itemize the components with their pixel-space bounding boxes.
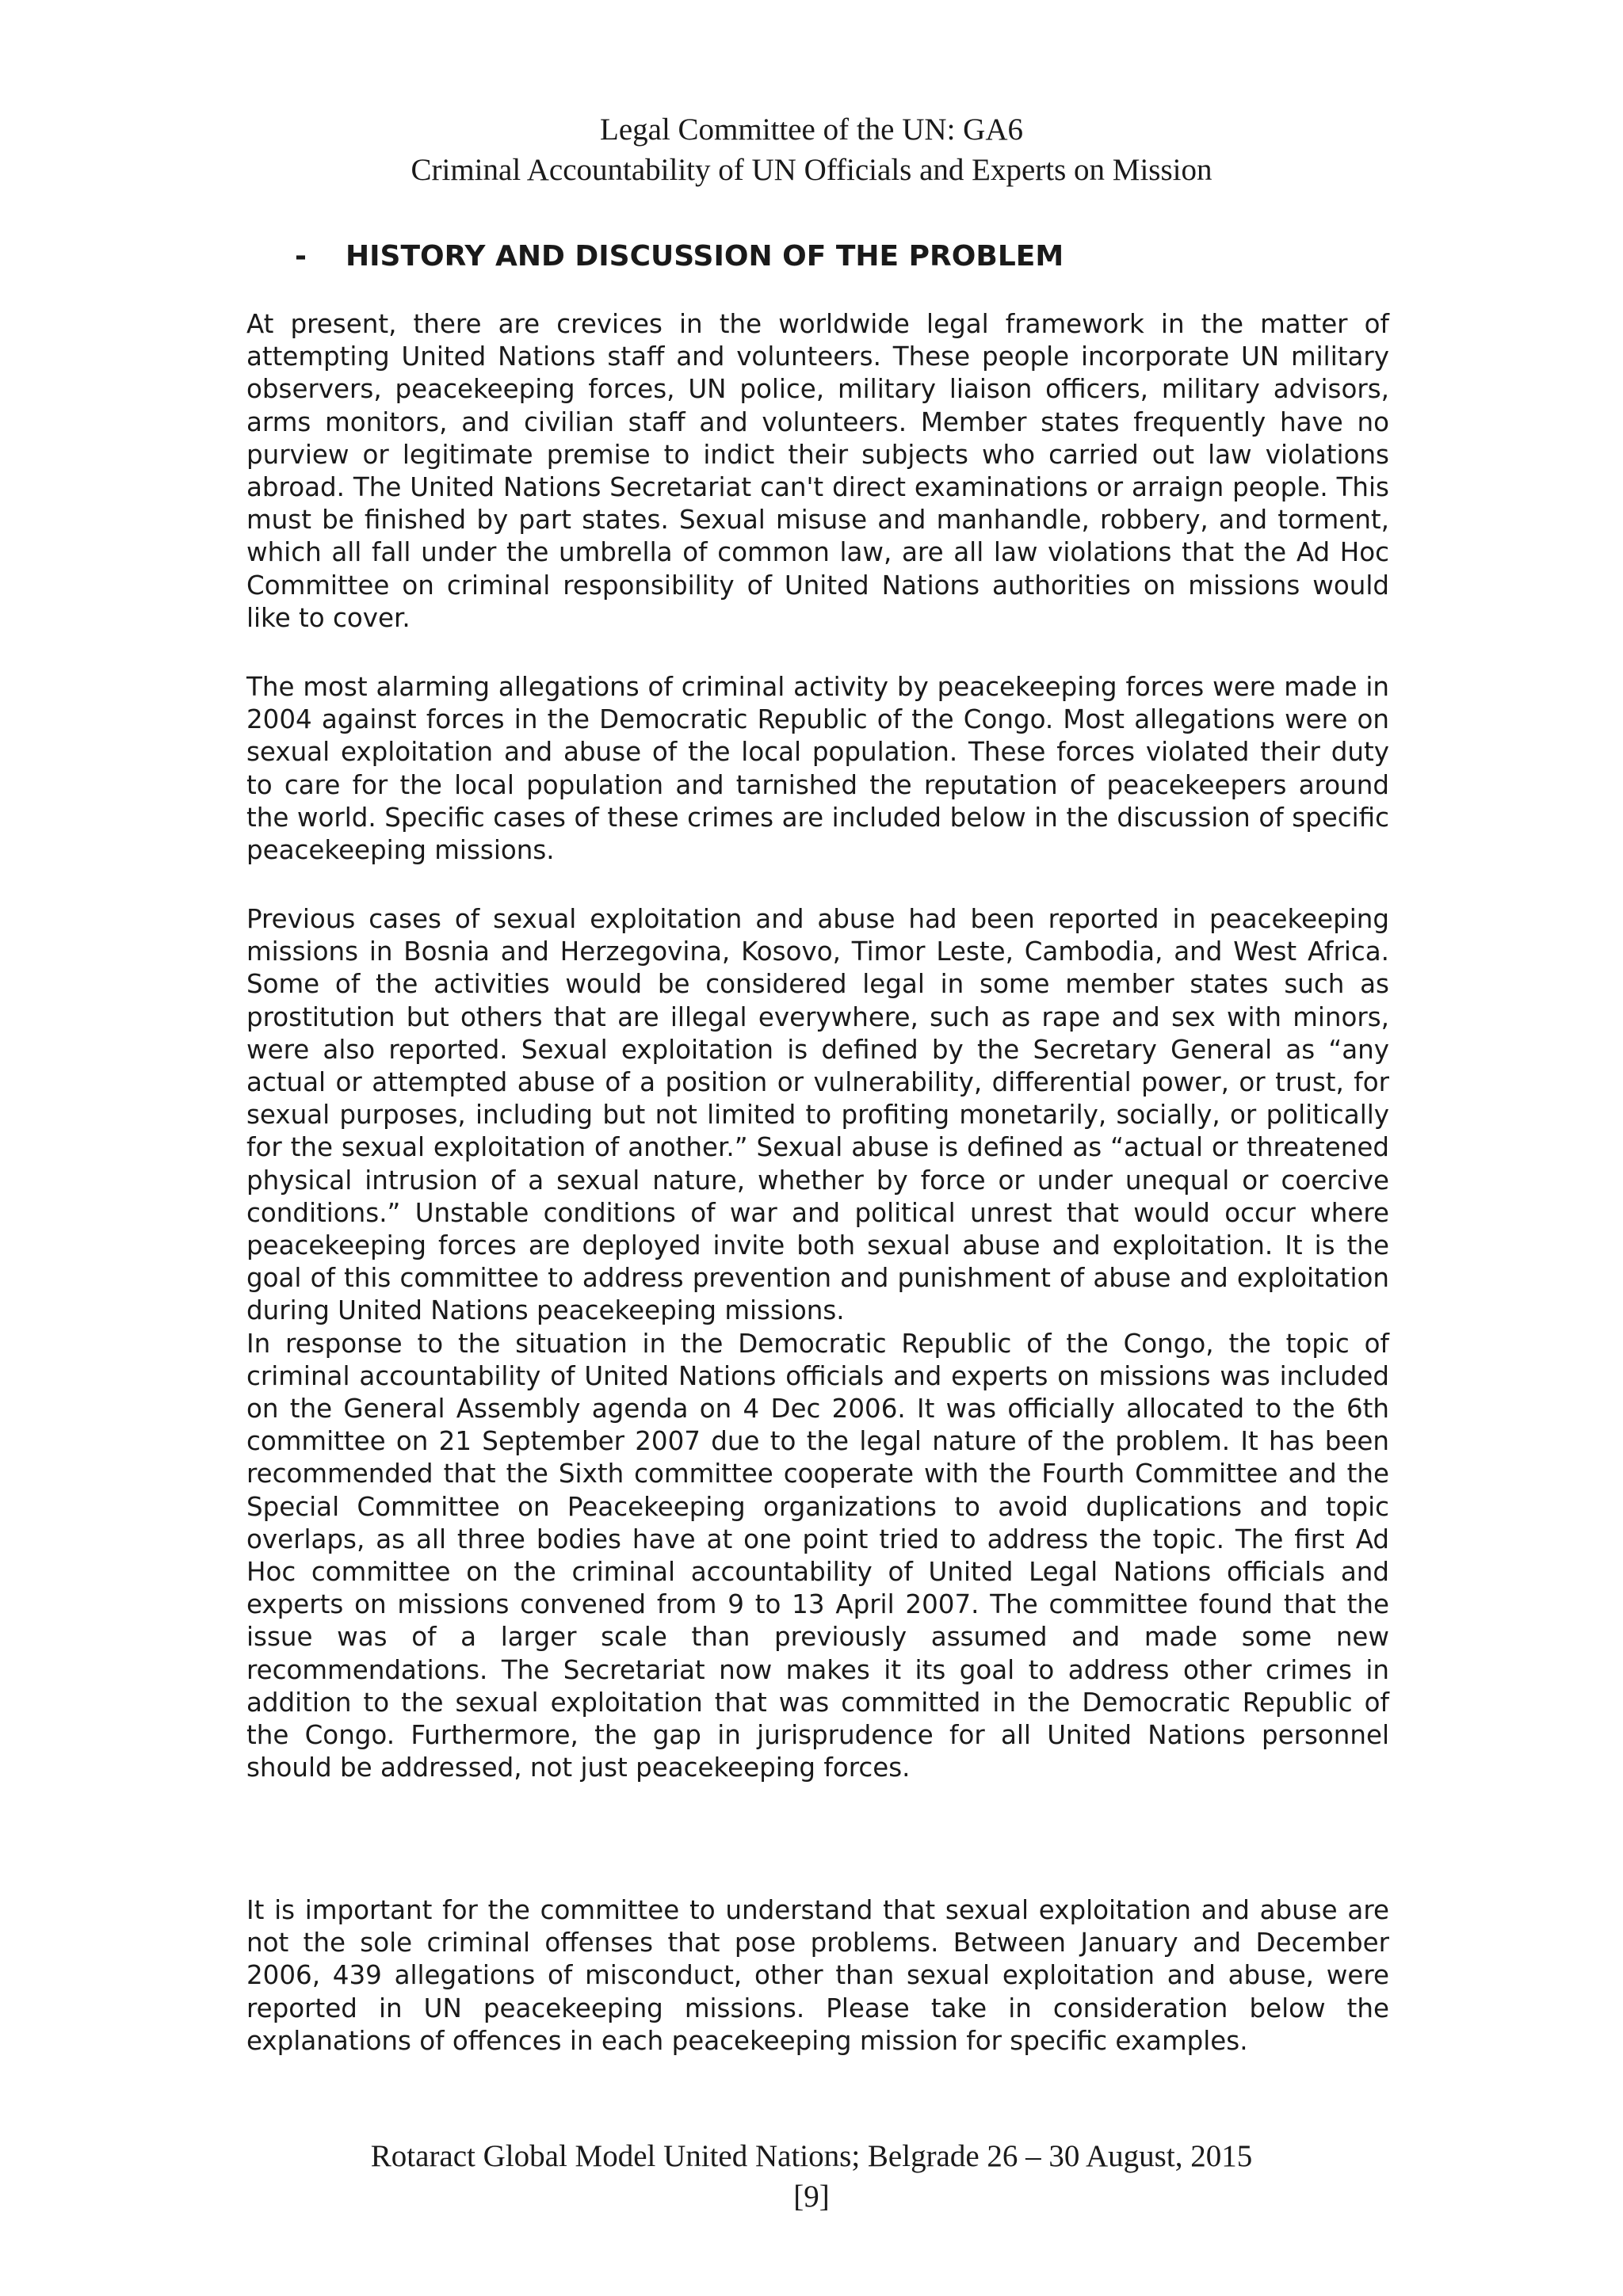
- section-heading: [295, 238, 1064, 276]
- paragraph-other-offenses: [246, 1894, 1389, 2058]
- paragraph-drc-allegations: [246, 671, 1389, 867]
- header-topic-line: Criminal Accountability of UN Officials and Experts on Mission: [411, 153, 1212, 187]
- paragraph-text: Previous cases of sexual exploitation and abuse had been reported in peacekeeping missions in Bosnia and Herzegovina, Kosovo, Timor Leste, Cambodia, and West Africa. Some of the activities would be considered legal in some member states such as prostitution but others that are illegal everywhere, such as rape and sex with minors, were also reported. Sexual exploitation is defined by the Secretary General as “any actual or attempted abuse of a position or vulnerability, differential power, or trust, for sexual purposes, including but not limited to profiting monetarily, socially, or politically for the sexual exploitation of another.” Sexual abuse is defined as “actual or threatened physical intrusion of a sexual nature, whether by force or under unequal or coercive conditions.” Unstable conditions of war and political unrest that would occur where peacekeeping forces are deployed invite both sexual abuse and exploitation. It is the goal of this committee to address prevention and punishment of abuse and exploitation during United Nations peacekeeping missions.: [246, 904, 1389, 1326]
- paragraph-text: In response to the situation in the Democratic Republic of the Congo, the topic of criminal accountability of United Nations officials and experts on missions was included on the General Assembly agenda on 4 Dec 2006. It was officially allocated to the 6th committee on 21 September 2007 due to the legal nature of the problem. It has been recommended that the Sixth committee cooperate with the Fourth Committee and the Special Committee on Peacekeeping organizations to avoid duplications and topic overlaps, as all three bodies have at one point tried to address the topic. The first Ad Hoc committee on the criminal accountability of United Legal Nations officials and experts on missions convened from 9 to 13 April 2007. The committee found that the issue was of a larger scale than previously assumed and made some new recommendations. The Secretariat now makes it its goal to address other crimes in addition to the sexual exploitation that was committed in the Democratic Republic of the Congo. Furthermore, the gap in jurisprudence for all United Nations personnel should be addressed, not just peacekeeping forces.: [246, 1328, 1389, 1783]
- paragraph-text: The most alarming allegations of criminal activity by peacekeeping forces were made in 2004 against forces in the Democratic Republic of the Congo. Most allegations were on sexual exploitation and abuse of the local population. These forces violated their duty to care for the local population and tarnished the reputation of peacekeepers around the world. Specific cases of these crimes are included below in the discussion of specific peacekeeping missions.: [246, 672, 1389, 866]
- paragraph-text: It is important for the committee to understand that sexual exploitation and abuse are not the sole criminal offenses that pose problems. Between January and December 2006, 439 allegations of misconduct, other than sexual exploitation and abuse, were reported in UN peacekeeping missions. Please take in consideration below the explanations of offences in each peacekeeping mission for specific examples.: [246, 1895, 1389, 2056]
- running-header: [0, 109, 1623, 190]
- paragraph-previous-cases-and-response: [246, 903, 1389, 1784]
- section-bullet: -: [295, 240, 307, 273]
- footer-event-line: Rotaract Global Model United Nations; Belgrade 26 – 30 August, 2015: [370, 2139, 1253, 2173]
- section-title: HISTORY AND DISCUSSION OF THE PROBLEM: [346, 240, 1064, 273]
- paragraph-legal-gaps: [246, 308, 1389, 635]
- header-committee-line: Legal Committee of the UN: GA6: [600, 113, 1023, 147]
- running-footer: [0, 2136, 1623, 2217]
- page-number: [9]: [793, 2180, 830, 2214]
- paragraph-text: At present, there are crevices in the worldwide legal framework in the matter of attempting United Nations staff and volunteers. These people incorporate UN military observers, peacekeeping forces, UN police, military liaison officers, military advisors, arms monitors, and civilian staff and volunteers. Member states frequently have no purview or legitimate premise to indict their subjects who carried out law violations abroad. The United Nations Secretariat can't direct examinations or arraign people. This must be finished by part states. Sexual misuse and manhandle, robbery, and torment, which all fall under the umbrella of common law, are all law violations that the Ad Hoc Committee on criminal responsibility of United Nations authorities on missions would like to cover.: [246, 309, 1389, 633]
